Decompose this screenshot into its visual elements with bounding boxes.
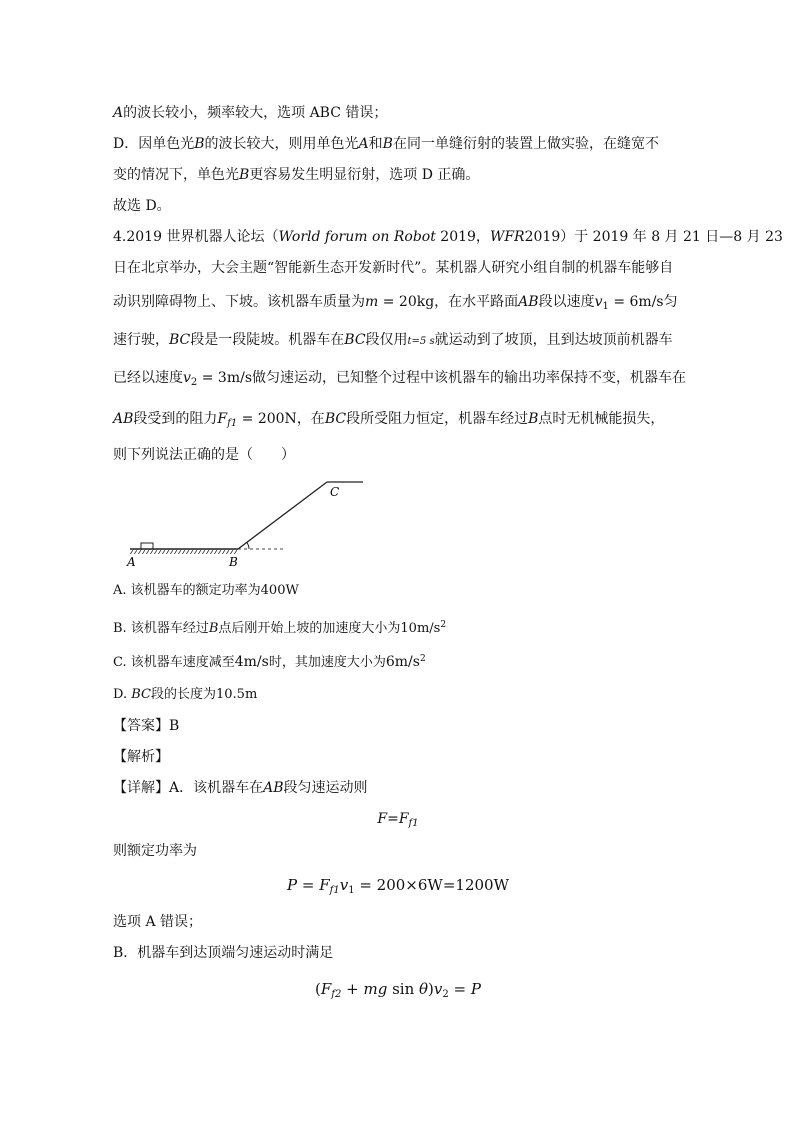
- label-a: A: [127, 555, 136, 569]
- label-b: B: [229, 555, 238, 569]
- question-line-7: 则下列说法正确的是（ ）: [113, 447, 295, 463]
- question-line-6: AB段受到的阻力$F_{f1} = 200N$，在BC段所受阻力恒定，机器车经过B点时无机械能损失，: [113, 411, 665, 429]
- prev-line-4: 故选 D。: [113, 198, 171, 214]
- solution-line-2: 则额定功率为: [113, 843, 197, 859]
- option-d: D. BC段的长度为10.5m: [113, 687, 258, 702]
- option-a: A. 该机器车的额定功率为400W: [113, 583, 299, 598]
- question-line-3: 动识别障碍物上、下坡。该机器车质量为m = 20kg，在水平路面AB段以速度$v_1 = 6m/s$匀: [113, 294, 678, 312]
- equation-3: ($F_{f2}$ + mg $\sin \theta)v_2 = P$: [315, 980, 481, 1000]
- question-line-1: 4.2019 世界机器人论坛（World forum on Robot 2019，WFR2019）于 2019 年 8 月 21 日—8 月 23: [113, 229, 783, 245]
- question-line-4: 速行驶，BC段是一段陡坡。机器车在BC段仅用t=5 s就运动到了坡顶，且到达坡顶前机器车: [113, 332, 673, 348]
- option-c: C. 该机器车速度减至4m/s时，其加速度大小为$6m/s^2$: [113, 654, 426, 670]
- equation-1: $F=F_{f1}$: [377, 811, 419, 829]
- angle-arc: [247, 542, 249, 549]
- question-line-5: 已经以速度$v_2 = 3m/s$做匀速运动，已知整个过程中该机器车的输出功率保持不变，机器车在: [113, 370, 687, 388]
- solution-line-4: B．机器车到达顶端匀速运动时满足: [113, 945, 334, 961]
- slope-diagram: [125, 478, 365, 570]
- solution-line-1: 【详解】A．该机器车在AB段匀速运动则: [113, 780, 368, 796]
- option-b: B. 该机器车经过B点后刚开始上坡的加速度大小为$10m/s^2$: [113, 620, 447, 636]
- label-c: C: [330, 485, 340, 499]
- prev-line-2: D．因单色光B的波长较大，则用单色光A和B在同一单缝衍射的装置上做实验，在缝宽不: [113, 136, 659, 152]
- answer-line: 【答案】B: [113, 718, 180, 734]
- prev-line-1: A的波长较小，频率较大，选项 ABC 错误；: [113, 105, 388, 121]
- question-line-2: 日在北京举办，大会主题“智能新生态开发新时代”。某机器人研究小组自制的机器车能够自: [113, 260, 674, 276]
- analysis-label: 【解析】: [113, 749, 169, 765]
- prev-line-3: 变的情况下，单色光B更容易发生明显衍射，选项 D 正确。: [113, 167, 480, 183]
- equation-2: $P = F_{f1}v_1 = 200\times 6W=1200W$: [287, 876, 509, 896]
- ground-hatch: [130, 549, 238, 554]
- slope-line: [238, 482, 327, 549]
- robot-car-icon: [141, 543, 153, 549]
- solution-line-3: 选项 A 错误；: [113, 914, 203, 930]
